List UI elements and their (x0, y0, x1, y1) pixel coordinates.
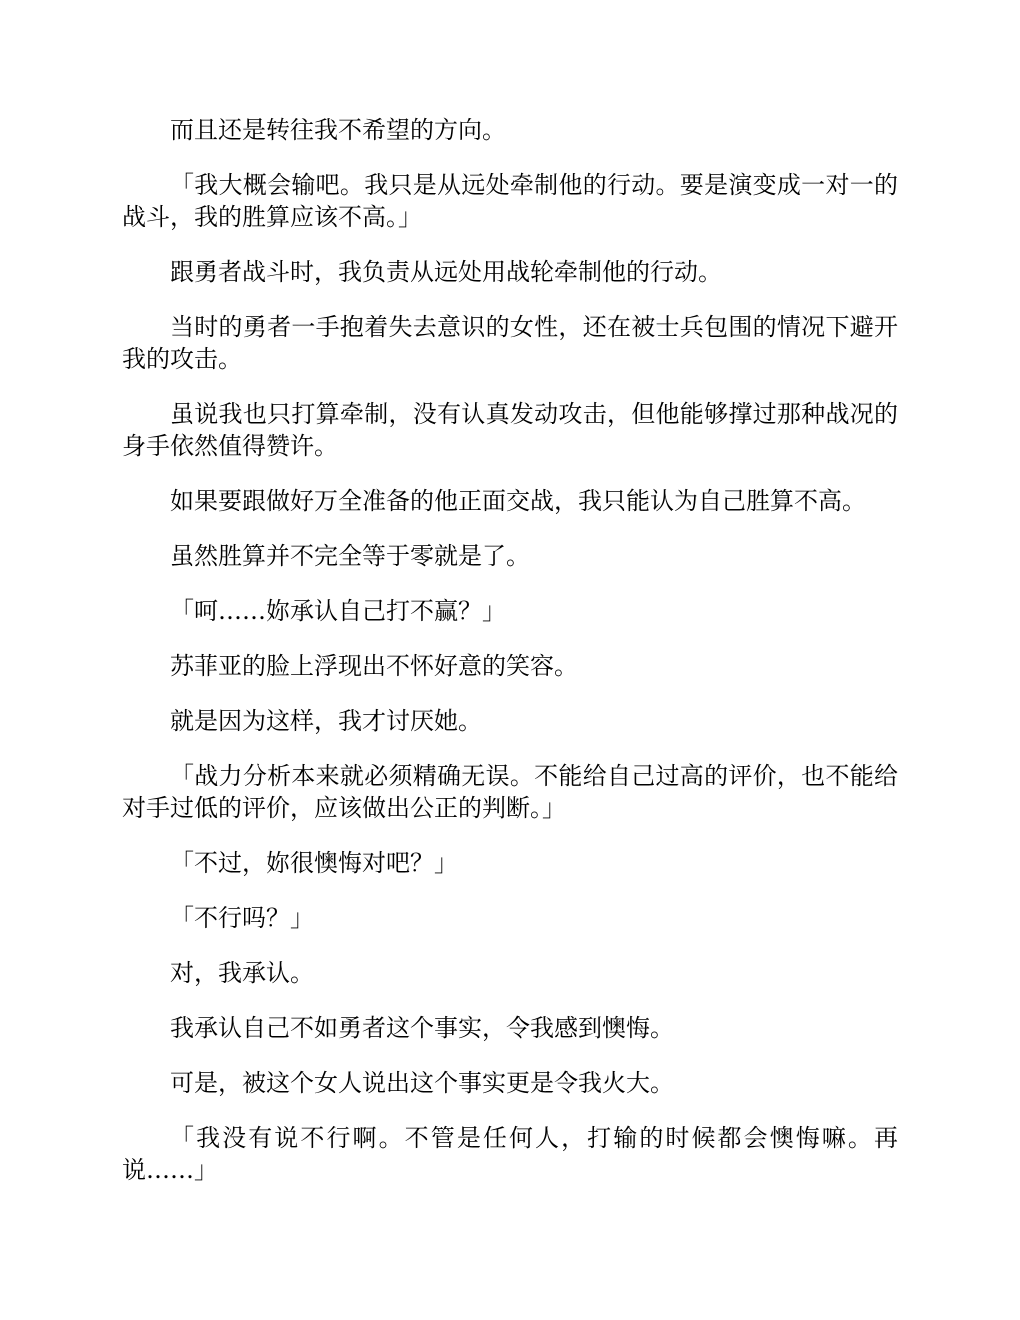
paragraph: 「我大概会输吧。我只是从远处牵制他的行动。要是演变成一对一的战斗，我的胜算应该不高。」 (122, 171, 898, 231)
paragraph: 「战力分析本来就必须精确无误。不能给自己过高的评价，也不能给对手过低的评价，应该做出公正的判断。」 (122, 762, 898, 822)
paragraph: 对，我承认。 (170, 959, 314, 987)
paragraph: 虽说我也只打算牵制，没有认真发动攻击，但他能够撑过那种战况的身手依然值得赞许。 (122, 400, 898, 460)
paragraph: 跟勇者战斗时，我负责从远处用战轮牵制他的行动。 (170, 258, 722, 286)
paragraph: 当时的勇者一手抱着失去意识的女性，还在被士兵包围的情况下避开我的攻击。 (122, 313, 898, 373)
document-page (122, 114, 898, 1209)
paragraph: 我承认自己不如勇者这个事实，令我感到懊悔。 (170, 1014, 674, 1042)
paragraph: 如果要跟做好万全准备的他正面交战，我只能认为自己胜算不高。 (170, 487, 866, 515)
paragraph: 虽然胜算并不完全等于零就是了。 (170, 542, 530, 570)
paragraph: 「我没有说不行啊。不管是任何人，打输的时候都会懊悔嘛。再说……」 (122, 1124, 898, 1184)
paragraph: 而且还是转往我不希望的方向。 (170, 116, 506, 144)
paragraph: 苏菲亚的脸上浮现出不怀好意的笑容。 (170, 652, 578, 680)
paragraph: 「不过，妳很懊悔对吧？」 (170, 849, 458, 877)
paragraph: 「呵……妳承认自己打不赢？」 (170, 597, 506, 625)
paragraph: 就是因为这样，我才讨厌她。 (170, 707, 482, 735)
paragraph: 可是，被这个女人说出这个事实更是令我火大。 (170, 1069, 674, 1097)
paragraph: 「不行吗？」 (170, 904, 314, 932)
